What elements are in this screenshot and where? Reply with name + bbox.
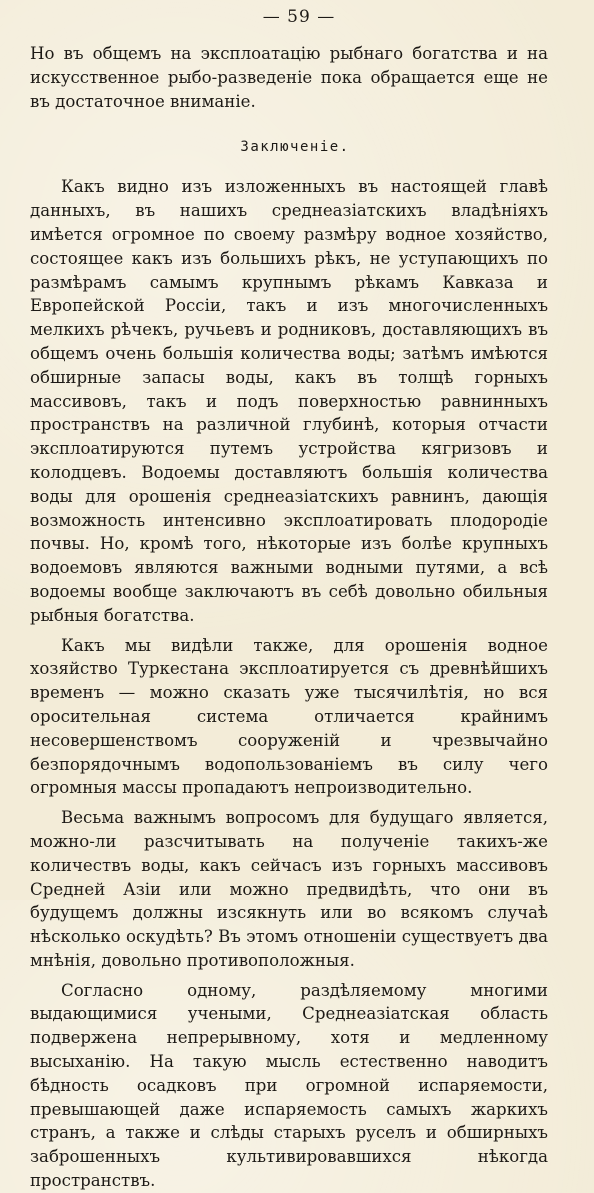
page-number: — 59 — [262,7,336,27]
paragraph-1: Какъ видно изъ изложенныхъ въ настоящей главѣ данныхъ, въ нашихъ среднеазіатскихъ владѣніяхъ имѣется огромное по своему размѣру водное хозяйство, состоящее какъ изъ большихъ рѣкъ, не уступающихъ по размѣрамъ самымъ крупнымъ рѣкамъ Кавказа и Европейской Россіи, такъ и изъ многочисленныхъ мелкихъ рѣчекъ, ручьевъ и родниковъ, доставляющихъ въ общемъ очень большія количества воды; затѣмъ имѣются обширные запасы воды, какъ въ толщѣ горныхъ массивовъ, такъ и подъ поверхностью равнинныхъ пространствъ на различной глубинѣ, которыя отчасти эксплоатируются путемъ устройства кягризовъ и колодцевъ. Водоемы доставляютъ большія количества воды для орошенія среднеазіатскихъ равнинъ, дающія возможность интенсивно эксплоатировать плодородіе почвы. Но, кромѣ того, нѣкоторые изъ болѣе крупныхъ водоемовъ являются важными водными путями, а всѣ водоемы вообще заключаютъ въ себѣ довольно обильныя рыбныя богатства. [30,177,548,625]
intro-paragraph: Но въ общемъ на эксплоатацію рыбнаго богатства и на искусственное рыбо-разведеніе пока обращается еще не въ достаточное вниманіе. [30,44,548,111]
paragraph-3: Весьма важнымъ вопросомъ для будущаго является, можно-ли разсчитывать на полученіе такихъ-же количествъ воды, какъ сейчасъ изъ горныхъ массивовъ Средней Азіи или можно предвидѣть, что они въ будущемъ должны изсякнуть или во всякомъ случаѣ нѣсколько оскудѣть? Въ этомъ отношеніи существуетъ два мнѣнія, довольно противоположныя. [30,808,548,970]
paragraph-4: Согласно одному, раздѣляемому многими выдающимися учеными, Среднеазіатская область подвержена непрерывному, хотя и медленному высыханію. На такую мысль естественно наводитъ бѣдность осадковъ при огромной испаряемости, превышающей даже испаряемость самыхъ жаркихъ странъ, а также и слѣды старыхъ руселъ и обширныхъ заброшенныхъ культивировавшихся нѣкогда пространствъ. [30,980,548,1191]
paragraph-2: Какъ мы видѣли также, для орошенія водное хозяйство Туркестана эксплоатируется съ древнѣйшихъ временъ — можно сказать уже тысячилѣтія, но вся оросительная система отличается крайнимъ несовершенствомъ сооруженій и чрезвычайно безпорядочнымъ водопользованіемъ въ силу чего огромныя массы пропадаютъ непроизводительно. [30,635,548,798]
section-title: Заключеніе. [240,139,350,156]
